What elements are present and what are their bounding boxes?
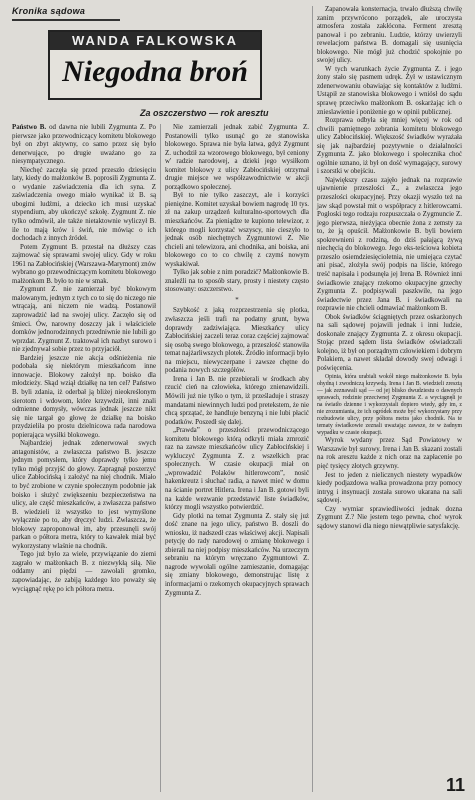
paragraph: Wyrok wydany przez Sąd Powiatowy w Warszawie był surowy. Irena i Jan B. skazani zostali na rok aresztu każde z nich oraz na zapłacenie po pięć tysięcy złotych grzywny. [317,437,462,470]
paragraph: Czy wymiar sprawiedliwości jednak dozna Zygmunt Z.? Nie jestem tego pewna, choć wyrok sądowy stanowi dla niego niewątpliwie satysfakcję. [317,505,462,530]
page-number: 11 [445,775,465,795]
paragraph: Tego już było za wiele, przywiązanie do ziemi zagrało w małżonkach B. z niezwykłą siłą. Nie oddamy ani piędzi — zawołali gromko, zapowiadając, że zabiją każdego kto poważy się wyciągnąć rękę po ich półtora metra. [12,551,156,593]
paragraph: Największy czasu zajęło jednak na rozprawie ujawnienie przeszłości Z., a zwłaszcza jego przeszłości okupacyjnej. Przy okazji wyszło też na jaw skąd powstał mit o współpracy z hitlerowcami. Pogłoski tego rodzaju rozpuszczała o Zygmuncie Z. jego pierwsza, nieżyjąca obecnie żona z zemsty za to, że ją opuścił. Małżonkowie B. byli bowiem spokrewnieni z rodziną, do dziś pałającą żywą niechęcią do blokowego. Jego eks-teściowa kobieta przeszło osiemdziesięcioletnia, nie umiejąca czytać ani pisać, złożyła swój podpis na liście, którego treść napisała i podsunęła jej Irena B. Również inni świadkowie znający rzekomo okupacyjne grzechy Zygmunta Z. podpisywali paszkwile, na jego świadectwie przez Jana B. i świadkowali na rozprawie nie chcieli odmawiać małżonkom B. [317,176,462,313]
paragraph: Niechęć zaczęła się przed przeszło dziesięciu laty, kiedy do małżonków B. poprosili Zygmunta Z. o wydanie zaświadczenia dla ich syna. Z zaświadczenia owego miało wynikać iż B. są ubogimi ludźmi, a dziecko ich musi uzyskać stypendium, aby ukończyć szkołę. Zygmunt Z. nie tylko odmówił, ale także nietaktownie wyliczył B. ile to mają krów i świń, nie mówiąc o ich dochodach z innych źródeł. [12,166,156,243]
small-print-note: Opinia, która urabiali wokół niego małżonkowie B. była ohydną i zwodniczą krzywdą. Irena i Jan B. wiedzieli zresztą — jak zeznawali sąd — od jej blisko dwudziestu o dawnych sprawach, rodzinie przeciwnej Zygmunta Z. a wyciągnęli je na światło dzienne i wykorzystali dopiero wtedy, gdy im, z nie zrozumiania, że ich ogródek może być wykorzystany przy rozbudowie ulicy, przy półtora metra jako chodnik. Na te tematy świadkowie zeznali uważając zawsze, że w żadnym wypadku w czasie okupacji. [317,373,462,437]
paragraph: Potem Zygmunt B. przestał na dłuższy czas zajmować się sprawami swojej ulicy. Gdy w roku 1961 na Zabłocińskiej (Warszawa-Marymont) znów wybrano go przewodniczącym komitetu blokowego małżonkom B. było to nie w smak. [12,243,156,285]
paragraph: Jest to jeden z nielicznych niestety wypadków kiedy podjazdowa walka prowadzona przy pomocy intryg i insynuacji została surowo ukarana na sali sądowej. [317,471,462,505]
article-subtitle: Za oszczerstwo — rok aresztu [140,108,269,118]
paragraph: Irena i Jan B. nie przebierali w środkach aby rzucić cień na człowieka, którego znienawidzili. Mówili już nie tylko o tym, iż prześladuje i straszy mandatami niewinnych ludzi pod pretekstem, że nie chcą sprzątać, że handluje benzyną i nie lubi płacić podatków. Poszedł się dalej. [165,375,309,426]
column-3 [317,6,462,531]
column-1 [12,124,156,594]
paragraph: „Prawda” o przeszłości przewodniczącego komitetu blokowego którą odkryli miała zmrozić raz na zawsze mieszkańców ulicy Zabłocińskiej i wykluczyć Zygmunta Z. z wszelkich prac społecznych. W czasie okupacji miał on „wprowadzić Polaków hitlerowcom”, nosić hakenkreutz i słuchać radia, a nawet mieć w domu na ścianie portret Hitlera. Irena i Jan B. gotowi byli na każde wezwanie przedstawić liste świadków, którzy mogli wszystko potwierdzić. [165,427,309,512]
paragraph: Był to nie tylko zaszczyt, ale i korzyści pieniężne. Komitet uzyskał bowiem nagrodę 10 tys. zł na zakup urządzeń kulturalno-sportowych dla mieszkańców. Za pieniądze te kupiono telewizor, z którego mogli korzystać wszyscy, nie cieszyło to jednak osób niechętnych Zygmuntowi Z. Nie chcieli ani telewizora, ani chodnika, ani boiska, ani blokowego co to co chwilę z czymś nowym wyskakiwał. [165,192,309,268]
lead-in: Państwo B. [12,124,47,131]
paragraph: Szybkość z jaką rozprzestrzenia się plotka, zwłaszcza jeśli trafi na podatny grunt, bywa doprawdy zadziwiająca. Mieszkańcy ulicy Zabłocińskiej zaczeli teraz coraz częściej zajmować się osobą swego blokowego, a przeszłość stanowiła temat najżarliwszych plotek. Źródło informacji było na miejscu, niewyczerpane i zawsze chętne do podania nowych szczegółów. [165,307,309,375]
column-divider [312,6,313,792]
paragraph: Zapanowała konsternacja, trwało dłuższą chwilę zanim przywrócono porządek, ale uroczysta atmosfera została zakłócona. Ferment zresztą panował i po zebraniu. Ludzie, którzy uwierzyli rewelacjom państwa B. domagali się usunięcia blokowego. Nie mógł już chodzić spokojnie po swojej ulicy. [317,6,462,65]
column-divider [160,124,161,792]
author-name: WANDA FALKOWSKA [50,32,260,50]
paragraph-text: od dawna nie lubili Zygmunta Z. Po pierwsze jako przewodniczący komitetu blokowego był on zbyt aktywny, co samo przez się było denerwujące, po drugie uważano go za niesympatycznego. [12,124,156,166]
article-title: Niegodna broń [62,55,248,88]
headline-box [48,30,262,100]
paragraph: Bardziej jeszcze nie akcja odśnieżenia nie podobała się niektórym mieszkańcom inne innowacje. Blokowy założył np. boisko dla młodzieży. Skąd wziął działkę na ten cel? Państwo B. byli zdania, iż oderbał ją bliżej nieokreślonym sierotom i wdowom, które krzywdził, inni znali odmienne domysły, wówczas jednak jeszcze nikt się nie targał go głowę że działkę na boisko przydzieliła po prostu dzielnicowa rada narodowa popierająca wysiłki blokowego. [12,354,156,439]
paragraph: Nie zamierzali jednak zabić Zygmunta Z. Postanowili tylko usunąć go ze stanowiska blokowego. Sprawa nie była łatwa, gdyż Zygmunt Z. uchodził za wzorowego blokowego, był ceniony w' radzie narodowej, a dzieki jego wysiłkom komitet blokowy z ulicy Zabłocińskiej otrzymał drugie miejsce we współzawodnictwie w akcji porządkowo społecznej. [165,124,309,191]
paragraph: Tylko jak sobie z nim poradzić? Małżonkowie B. znaleźli na to sposób stary, prosty i niestety często stosowany: oszczerstwo. [165,269,309,294]
paragraph: Rozprawa odbyła się mniej więcej w rok od chwili pamiętnego zebrania komitetu blokowego ulicy Zabłocińskiej. Większość świadków wyrażała się jak najbardziej pozytywnie o działalności Zygmunta Z. jako blokowego i społecznika choć ogólnie uznano, iż był on dość wymagający, surowy i szorstki w obejściu. [317,117,462,176]
paragraph: Obok świadków ściągniętych przez oskarżonych na sali sądowej pojawili jednak i inni ludzie, doskonale znający Zygmunta Z. z okresu okupacji. Stojąc przed sądem lista świadków oświadczali kolejno, iż był on porządnym człowiekiem i dobrym Polakiem, a nawet składał dowody swej odwagi i poświęcenia. [317,313,462,372]
column-2 [165,124,309,598]
paragraph [12,124,156,167]
paragraph: Najbardziej jednak zdenerwował swych antagonistów, a zwłaszcza państwo B. jeszcze jednym pomysłem, który doprawdy tylko jemu tylko mógł przyjść do głowy. Zapragnął poszerzyć ulice Zabłocińską i założyć na niej chodnik. Miało to być zrobione w czynie społecznym podobnie jak boisko i służyć zwiększeniu bezpieczeństwa na ulicy, ale część mieszkańców, a zwłaszcza państwo B. wiedzieli iż wszystko to jest wymyślone wyłącznie po to, aby dręczyć ludzi. Zwłaszcza, że blokowy zaproponował im, aby przesunęli swój parkan o półtora metra, który to kawałek miał być wykorzystany wlaśnie na chodnik. [12,440,156,550]
section-rule [12,19,120,21]
paragraph: W tych warunkach życie Zygmunta Z. i jego żony stało się pasmem udręk. Żył w ustawicznym zdenerwowaniu obawiając się kontaktów z ludźmi. Ustąpił ze stanowiska blokowego i wniósł do sądu sprawę przeciwko małżonkom B. oskarżając ich o znieslawienie i poniżenie go w opinii publicznej. [317,65,462,116]
section-label: Kronika sądowa [12,6,86,16]
section-star-icon: * [235,296,239,304]
paragraph: Gdy plotki na temat Zygmunta Z. stały się już dość znane na jego ulicy, państwo B. doszli do wniosku, iż nadszedł czas właściwej akcji. Napisali petycję do rady narodowej o zmianę blokowego i zbierali na niej podpisy mieszkańców. Na urzeczym sebraniu na którym wręczano Zygmuntowi Z. nagrode wywołali ogólne zamieszanie, domagając się zmiany blokowego, demonstrując listę z informacjami o rzekomych okupacyjnych sprawach Zygmunta Z. [165,512,309,597]
paragraph: Zygmunt Z. nie zamierzał być blokowym malowanym, jednym z tych co to się do niczego nie wtrącają, ani niczem nie wadzą. Postanowił zaprowadzić ład na swojej ulicy. Zaczęło się od śmieci. Ów, narowny doszczy jak i właściciele domków jednorodzinnych przedniwnie nie lubili go wprzdat. Zygmunt Z. traktował ich nazbyt surowo i nie zjednywał sobie przez to przyjaciół. [12,286,156,354]
